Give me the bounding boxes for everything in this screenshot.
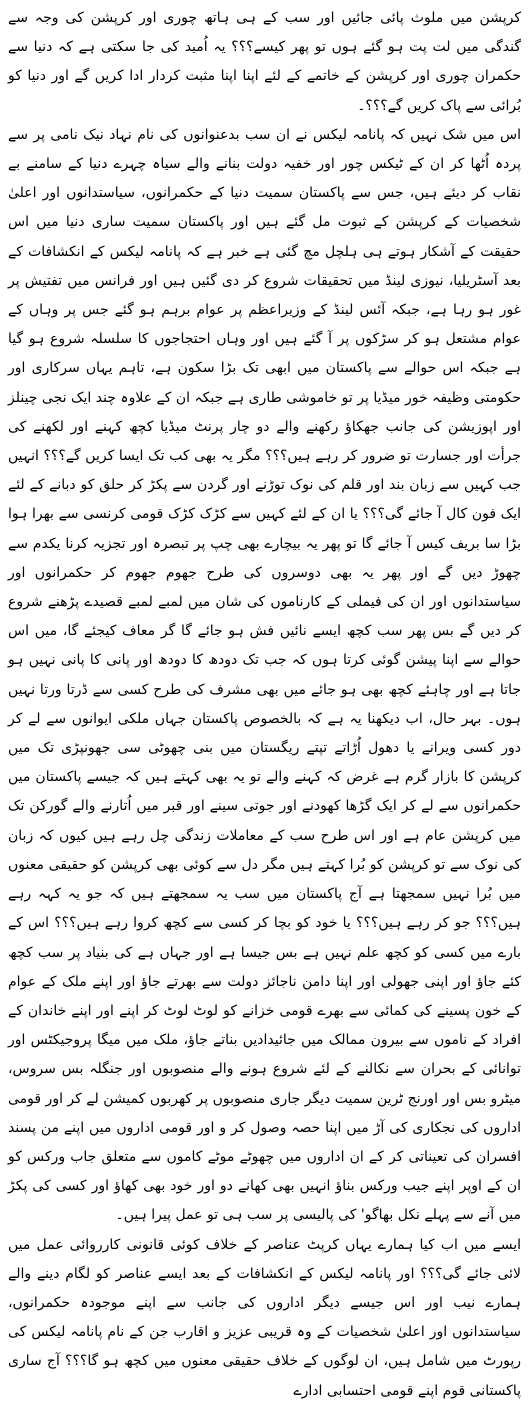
article-paragraph-3: ایسے میں اب کیا ہمارے یہاں کرپٹ عناصر کے خلاف کوئی قانونی کارروائی عمل میں لائی جائے گی؟؟؟ اور پانامہ لیکس کے انکشافات کے بعد ایسے عناصر کو لگام دینے والے ہمارے نیب اور اس جیسے دیگر اداروں کی جانب سے اپنے موجودہ حکمرانوں، سیاستدانوں اور اعلیٰ شخصیات کے وہ قریبی عزیز و اقارب جن کے نام پانامہ لیکس کی رپورٹ میں شامل ہیں، ان لوگوں کے خلاف حقیقی معنوں میں کچھ ہو گا؟؟؟ آج ساری پاکستانی قوم اپنے قومی احتسابی ادارے (8, 1236, 521, 1399)
article-paragraph-1: کرپشن میں ملوث پائی جائیں اور سب کے ہی ہاتھ چوری اور کرپشن کی وجہ سے گندگی میں لت پت ہو گئے ہوں تو پھر کیسے؟؟؟ یہ اُمید کی جا سکتی ہے کہ دنیا سے حکمران چوری اور کرپشن کے خاتمے کے لئے اپنا اپنا مثبت کردار ادا کریں گے اور دنیا کو بُرائی سے پاک کریں گے؟؟؟۔ (8, 10, 521, 114)
article-paragraph-2: اس میں شک نہیں کہ پانامہ لیکس نے ان سب بدعنوانوں کی نام نہاد نیک نامی پر سے پردہ اُٹھا کر ان کے ٹیکس چور اور خفیہ دولت بنانے والے سیاہ چہرے دنیا کے سامنے بے نقاب کر دیئے ہیں، جس سے پاکستان سمیت دنیا کے حکمرانوں، سیاستدانوں اور اعلیٰ شخصیات کے کرپشن کے ثبوت مل گئے ہیں اور پاکستان سمیت ساری دنیا میں اس حقیقت کے آشکار ہوتے ہی ہلچل مچ گئی ہے خبر ہے کہ پانامہ لیکس کے انکشافات کے بعد آسٹریلیا، نیوزی لینڈ میں تحقیقات شروع کر دی گئیں ہیں اور فرانس میں تفتیش پر غور ہو رہا ہے، جبکہ آئس لینڈ کے وزیراعظم پر عوام برہم ہو گئے جس پر وہاں کے عوام مشتعل ہو کر سڑکوں پر آ گئے ہیں اور وہاں احتجاجوں کا سلسلہ شروع ہو گیا ہے جبکہ اس حوالے سے پاکستان میں ابھی تک بڑا سکون ہے، تاہم یہاں سرکاری اور حکومتی وظیفہ خور میڈیا پر تو خاموشی طاری ہے جبکہ ان کے علاوہ چند ایک نجی چینلز اور اپوزیشن کی جانب جھکاؤ رکھنے والے دو چار پرنٹ میڈیا کچھ کہنے اور لکھنے کی جرأت اور جسارت تو ضرور کر رہے ہیں؟؟؟ مگر یہ بھی کب تک ایسا کریں گے؟؟؟ انہیں جب کہیں سے زبان بند اور قلم کی نوک توڑنے اور گردن سے پکڑ کر حلق کو دبانے کے لئے ایک فون کال آ جائے گی؟؟؟ یا ان کے لئے کہیں سے کڑک کڑک قومی کرنسی سے بھرا ہوا بڑا سا بریف کیس آ جائے گا تو پھر یہ بیچارے بھی چپ پر تبصرہ اور تجزیہ کرنا یکدم سے چھوڑ دیں گے اور پھر یہ بھی دوسروں کی طرح جھوم جھوم کر حکمرانوں اور سیاستدانوں اور ان کی فیملی کے کارناموں کی شان میں لمبے لمبے قصیدے پڑھنے شروع کر دیں گے بس پھر سب کچھ ایسے نائیں فش ہو جائے گا گر معاف کیجئے گا، میں اس حوالے سے اپنا پیشن گوئی کرتا ہوں کہ جب تک دودھ کا دودھ اور پانی کا پانی نہیں ہو جاتا ہے اور چاہئے کچھ بھی ہو جائے میں بھی مشرف کی طرح کسی سے ڈرتا ورتا نہیں ہوں۔ بہر حال، اب دیکھنا یہ ہے کہ بالخصوص پاکستان جہاں ملکی ایوانوں سے لے کر دور کسی ویرانے یا دھول اُڑاتے تپتے ریگستان میں بنی چھوٹی سی جھونپڑی تک میں کرپشن کا بازار گرم ہے غرض کہ کہنے والے تو یہ بھی کہتے ہیں کہ جیسے پاکستان میں حکمرانوں سے لے کر ایک گڑھا کھودنے اور جوتی سینے اور قبر میں اُتارنے والے گورکن تک میں کرپشن عام ہے اور اس طرح سب کے معاملات زندگی چل رہے ہیں کیوں کہ زبان کی نوک سے تو کرپشن کو بُرا کہتے ہیں مگر دل سے کوئی بھی کرپشن کو حقیقی معنوں میں بُرا نہیں سمجھتا ہے آج پاکستان میں سب یہ سمجھتے ہیں کہ جو یہ کہہ رہے ہیں؟؟؟ جو کر رہے ہیں؟؟؟ یا خود کو بچا کر کسی سے کچھ کروا رہے ہیں؟؟؟ اس کے بارے میں کسی کو کچھ علم نہیں ہے بس جیسا ہے اور جہاں ہے کی بنیاد پر سب کچھ کئے جاؤ اور اپنی جھولی اور اپنا دامن ناجائز دولت سے بھرتے جاؤ اور اپنے ملک کے عوام کے خون پسینے کی کمائی سے بھرے قومی خزانے کو لوٹ لوٹ کر اپنے اور اپنے خاندان کے افراد کے ناموں سے بیرون ممالک میں جائیدادیں بناتے جاؤ، ملک میں میگا پروجیکٹس اور توانائی کے بحران سے نکالنے کے لئے شروع ہونے والے منصوبوں اور جنگلہ بس سروس، میٹرو بس اور اورنج ٹرین سمیت دیگر جاری منصوبوں پر کھربوں کمیشن لے کر اور قومی اداروں کی نجکاری کی آڑ میں اپنا حصہ وصول کر و اور قومی اداروں میں اپنے من پسند افسران کی تعیناتی کر کے ان اداروں میں چھوٹے موٹے کاموں سے متعلق جاب ورکس کو ان کے اوپر اپنے جیب ورکس بناؤ انہیں بھی کھانے دو اور خود بھی کھاؤ اور کسی کی پکڑ میں آنے سے پہلے نکل بھاگو' کی پالیسی پر سب ہی تو عمل پیرا ہیں۔ (8, 126, 521, 1224)
